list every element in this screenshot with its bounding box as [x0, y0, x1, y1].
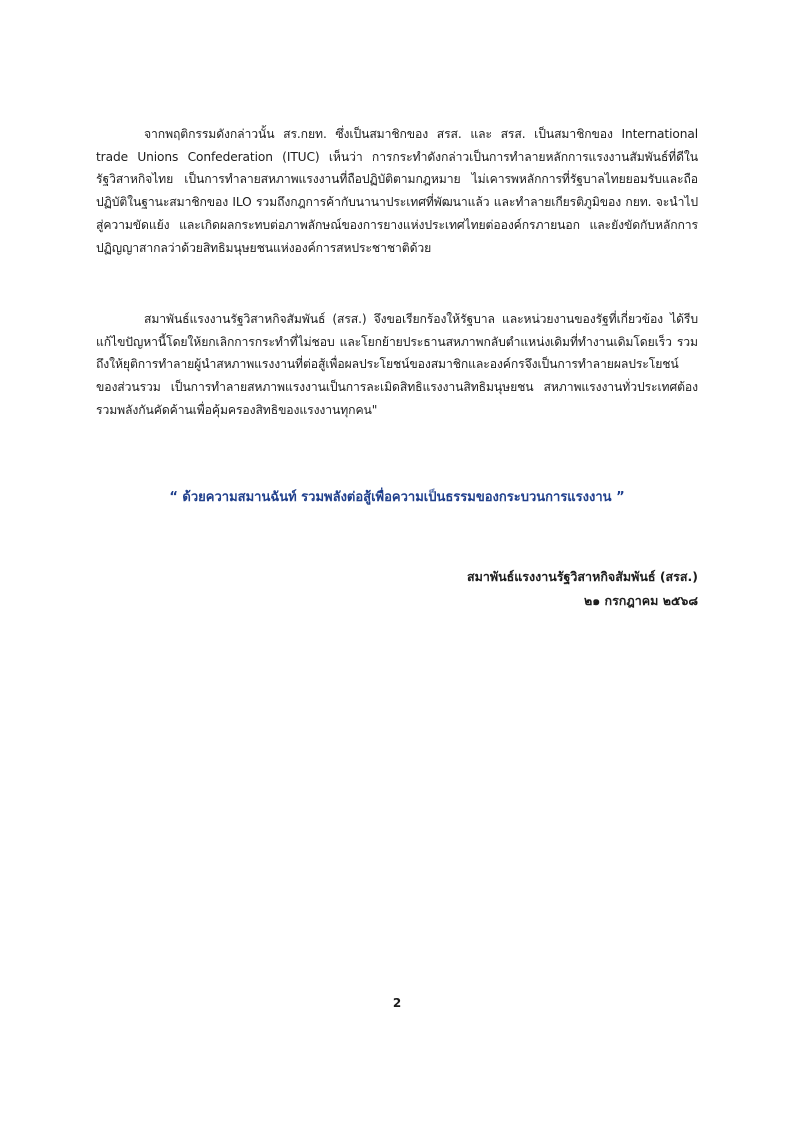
signature-organization: สมาพันธ์แรงงานรัฐวิสาหกิจสัมพันธ์ (สรส.): [466, 569, 698, 584]
signature-date: ๒๑ กรกฎาคม ๒๕๖๘: [583, 593, 698, 608]
slogan-quote: “ ด้วยความสมานฉันท์ รวมพลังต่อสู้เพื่อความเป็นธรรมของกระบวนการแรงงาน ”: [169, 490, 625, 505]
body-paragraph-2: สมาพันธ์แรงงานรัฐวิสาหกิจสัมพันธ์ (สรส.) จึงขอเรียกร้องให้รัฐบาล และหน่วยงานของรัฐที่เกี่ยวข้อง ได้รีบแก้ไขปัญหานี้โดยให้ยกเลิกการกระทำที่ไม่ชอบ และโยกย้ายประธานสหภาพกลับตำแหน่งเดิมที่ทำงานเดิมโดยเร็ว รวมถึงให้ยุติการทำลายผู้นำสหภาพแรงงานที่ต่อสู้เพื่อผลประโยชน์ของสมาชิกและองค์กรจึงเป็นการทำลายผลประโยชน์ของส่วนรวม เป็นการทำลายสหภาพแรงงานเป็นการละเมิดสิทธิแรงงานสิทธิมนุษยชน สหภาพแรงงานทั่วประเทศต้องรวมพลังกันคัดค้านเพื่อคุ้มครองสิทธิของแรงงานทุกคน": [96, 312, 698, 417]
page-number: 2: [392, 996, 402, 1010]
body-paragraph-1: จากพฤติกรรมดังกล่าวนั้น สร.กยท. ซึ่งเป็นสมาชิกของ สรส. และ สรส. เป็นสมาชิกของ International trade Unions Confederation (ITUC) เห็นว่า การกระทำดังกล่าวเป็นการทำลายหลักการแรงงานสัมพันธ์ที่ดีในรัฐวิสาหกิจไทย เป็นการทำลายสหภาพแรงงานที่ถือปฏิบัติตามกฎหมาย ไม่เคารพหลักการที่รัฐบาลไทยยอมรับและถือปฏิบัติในฐานะสมาชิกของ ILO รวมถึงกฎการค้ากับนานาประเทศที่พัฒนาแล้ว และทำลายเกียรติภูมิของ กยท. จะนำไปสู่ความขัดแย้ง และเกิดผลกระทบต่อภาพลักษณ์ของการยางแห่งประเทศไทยต่อองค์กรภายนอก และยังขัดกับหลักการปฏิญญาสากลว่าด้วยสิทธิมนุษยชนแห่งองค์การสหประชาชาติด้วย: [96, 127, 698, 255]
